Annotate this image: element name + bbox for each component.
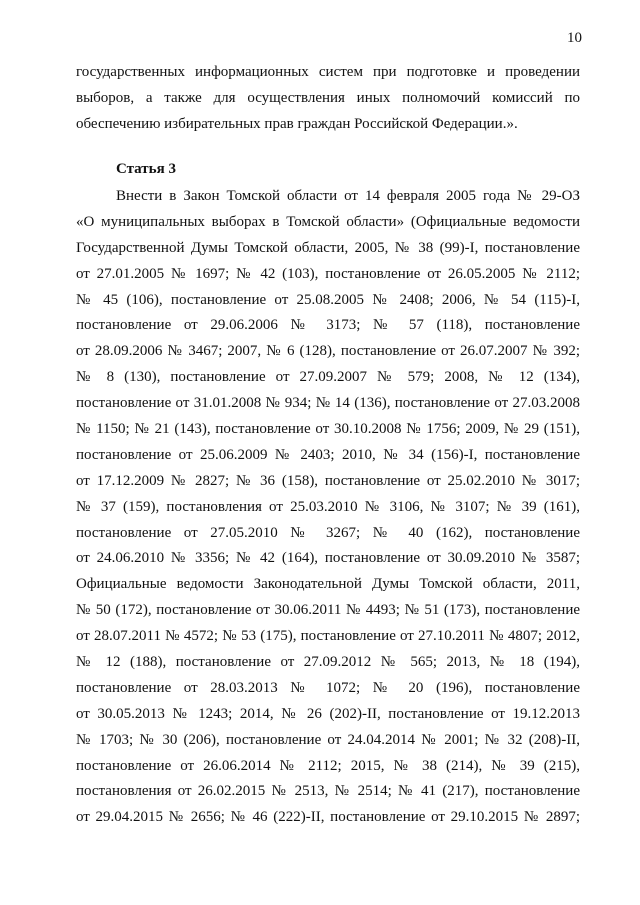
text-line: обеспечению избирательных прав граждан Российской Федерации.».	[76, 115, 518, 132]
text-line: № 50 (172), постановление от 30.06.2011 № 4493; № 51 (173), постановление	[76, 602, 580, 619]
article-heading-block	[76, 157, 580, 183]
text-line: от 24.06.2010 № 3356; № 42 (164), постановление от 30.09.2010 № 3587;	[76, 550, 580, 567]
text-line: № 12 (188), постановление от 27.09.2012 № 565; 2013, № 18 (194),	[76, 654, 580, 671]
text-line: от 28.07.2011 № 4572; № 53 (175), постановление от 27.10.2011 № 4807; 2012,	[76, 628, 580, 645]
text-line: постановление от 25.06.2009 № 2403; 2010, № 34 (156)-I, постановление	[76, 446, 580, 463]
text-line: от 30.05.2013 № 1243; 2014, № 26 (202)-II, постановление от 19.12.2013	[76, 705, 580, 722]
text-line: от 29.04.2015 № 2656; № 46 (222)-II, постановление от 29.10.2015 № 2897;	[76, 809, 580, 826]
text-line: выборов, а также для осуществления иных полномочий комиссий по	[76, 89, 580, 106]
text-line: № 37 (159), постановления от 25.03.2010 № 3106, № 3107; № 39 (161),	[76, 498, 580, 515]
article-heading: Статья 3	[116, 161, 176, 177]
text-line: № 1150; № 21 (143), постановление от 30.10.2008 № 1756; 2009, № 29 (151),	[76, 421, 580, 438]
text-line: № 8 (130), постановление от 27.09.2007 № 579; 2008, № 12 (134),	[76, 369, 580, 386]
text-line: № 1703; № 30 (206), постановление от 24.04.2014 № 2001; № 32 (208)-II,	[76, 731, 580, 748]
text-line: № 45 (106), постановление от 25.08.2005 № 2408; 2006, № 54 (115)-I,	[76, 291, 580, 308]
intro-paragraph	[76, 60, 580, 138]
article-paragraph	[76, 184, 580, 831]
text-line: Официальные ведомости Законодательной Думы Томской области, 2011,	[76, 576, 580, 593]
text-line: «О муниципальных выборах в Томской области» (Официальные ведомости	[76, 213, 580, 230]
text-line: постановления от 26.02.2015 № 2513, № 2514; № 41 (217), постановление	[76, 783, 580, 800]
text-line: постановление от 29.06.2006 № 3173; № 57 (118), постановление	[76, 317, 580, 334]
text-line: государственных информационных систем при подготовке и проведении	[76, 64, 580, 80]
text-line: постановление от 28.03.2013 № 1072; № 20 (196), постановление	[76, 679, 580, 696]
text-line: от 17.12.2009 № 2827; № 36 (158), постановление от 25.02.2010 № 3017;	[76, 472, 580, 489]
text-line: от 28.09.2006 № 3467; 2007, № 6 (128), постановление от 26.07.2007 № 392;	[76, 343, 580, 360]
text-line: от 27.01.2005 № 1697; № 42 (103), постановление от 26.05.2005 № 2112;	[76, 265, 580, 282]
text-line: Государственной Думы Томской области, 2005, № 38 (99)-I, постановление	[76, 239, 580, 256]
text-line: постановление от 31.01.2008 № 934; № 14 (136), постановление от 27.03.2008	[76, 395, 580, 412]
text-line: постановление от 26.06.2014 № 2112; 2015, № 38 (214), № 39 (215),	[76, 757, 580, 774]
text-line: постановление от 27.05.2010 № 3267; № 40 (162), постановление	[76, 524, 580, 541]
page-number: 10	[567, 30, 582, 46]
text-line: Внести в Закон Томской области от 14 февраля 2005 года № 29-ОЗ	[116, 188, 580, 204]
